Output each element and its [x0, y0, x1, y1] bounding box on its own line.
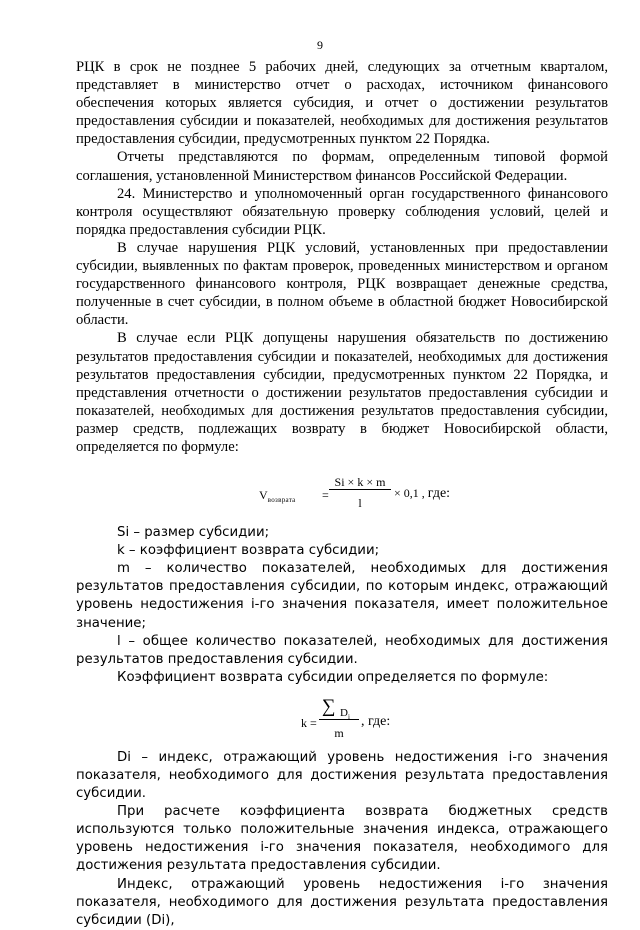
paragraph: Индекс, отражающий уровень недостижения i-го значения показателя, необходимого для достижения результата предоставления субсидии (Di),: [76, 876, 608, 928]
legend-item: m – количество показателей, необходимых для достижения результатов предоставления субсидии, по которым индекс, отражающий уровень недостижения i-го значения показателя, имеет положительное значение;: [76, 561, 608, 631]
formula-denominator: m: [334, 725, 344, 740]
formula2-intro: Коэффициент возврата субсидии определяется по формуле:: [117, 669, 549, 685]
formula-term: $D_i$: [340, 706, 350, 722]
coefficient-formula: [76, 695, 608, 749]
paragraph: 24. Министерство и уполномоченный орган государственного финансового контроля осуществляют обязательную проверку соблюдения условий, целей и порядка предоставления субсидии РЦК.: [76, 185, 608, 238]
formula-numerator: Si × k × m: [334, 475, 386, 490]
paragraph: В случае если РЦК допущены нарушения обязательств по достижению результатов предоставления субсидии и показателей, необходимых для достижения результатов предоставления субсидии, предусмотренных пунктом 22 Порядка, и представления отчетности о достижении результатов предоставления субсидии и показателей, необходимых для достижения результатов предоставления субсидии, размер средств, подлежащих возврату в бюджет Новосибирской области, определяется по формуле:: [76, 330, 608, 455]
formula-tail: × 0,1 , где:: [394, 486, 451, 502]
legend-item: k – коэффициент возврата субсидии;: [117, 543, 380, 559]
legend-item: l – общее количество показателей, необходимых для достижения результатов предоставления субсидии.: [76, 633, 608, 667]
equals-sign: =: [322, 488, 329, 503]
formula-denominator: l: [358, 496, 362, 511]
sum-sign: ∑: [322, 695, 336, 717]
fraction-bar: [329, 489, 391, 490]
refund-formula: [76, 466, 608, 524]
formula-lhs: $V_{возврата}$: [259, 488, 296, 505]
paragraph: РЦК в срок не позднее 5 рабочих дней, следующих за отчетным кварталом, представляет в министерство отчет о расходах, источником финансового обеспечения которых является субсидия, и отчет о достижении результатов предоставления субсидии и показателей, необходимых для достижения результатов предоставления субсидии, предусмотренных пунктом 22 Порядка.: [76, 59, 608, 148]
formula-lhs: k =: [301, 715, 317, 730]
paragraph: В случае нарушения РЦК условий, установленных при предоставлении субсидии, выявленных по фактам проверок, проведенных министерством и органом государственного финансового контроля, РЦК возвращает денежные средства, полученные в счет субсидии, в полном объеме в областной бюджет Новосибирской области.: [76, 239, 608, 329]
document-body: [76, 58, 608, 930]
paragraph: При расчете коэффициента возврата бюджетных средств используются только положительные значения индекса, отражающего уровень недостижения i-го значения показателя, необходимого для достижения результата предоставления субсидии.: [76, 804, 608, 874]
fraction-bar: [319, 719, 359, 720]
legend-item: Si – размер субсидии;: [117, 525, 270, 541]
legend-item: Di – индекс, отражающий уровень недостижения i-го значения показателя, необходимого для достижения результата предоставления субсидии.: [76, 749, 608, 802]
page-number: 9: [317, 38, 323, 52]
paragraph: Отчеты представляются по формам, определенным типовой формой соглашения, установленной Министерством финансов Российской Федерации.: [76, 149, 608, 184]
formula-tail: , где:: [361, 713, 391, 729]
